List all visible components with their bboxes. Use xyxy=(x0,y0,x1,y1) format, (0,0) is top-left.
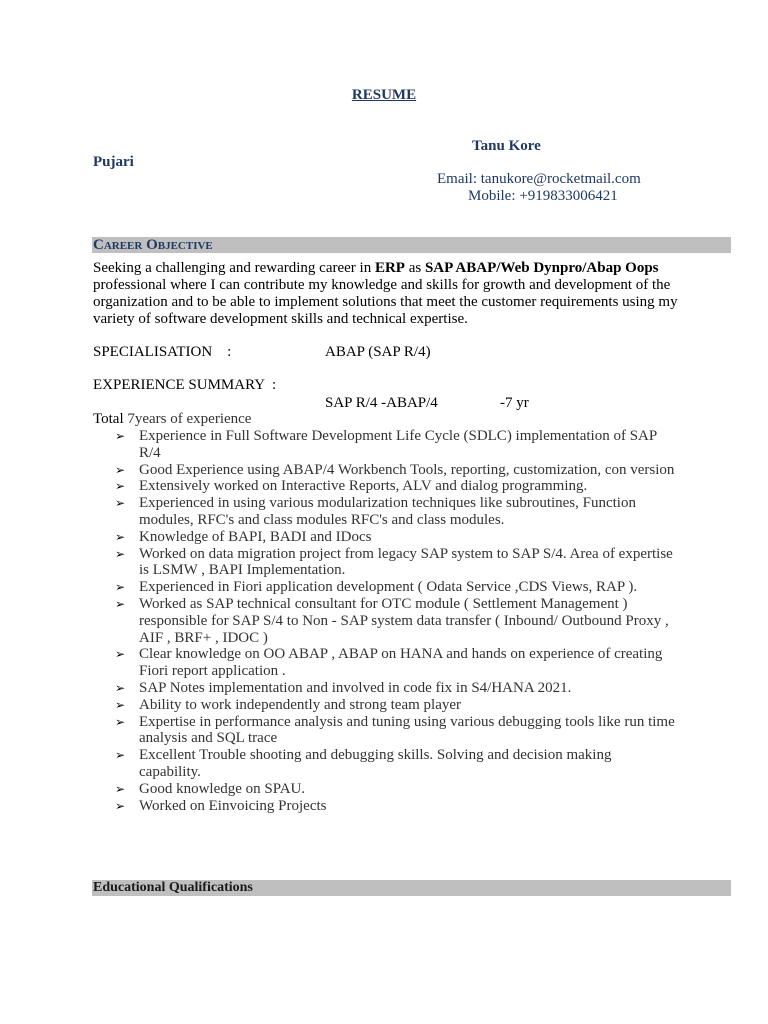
mobile-line: Mobile: +919833006421 xyxy=(468,188,618,204)
arrow-bullet-icon: ➢ xyxy=(115,529,126,544)
experience-years: -7 yr xyxy=(500,395,529,411)
total-experience xyxy=(93,411,251,428)
arrow-bullet-icon: ➢ xyxy=(115,781,126,796)
experience-summary-label: EXPERIENCE SUMMARY : xyxy=(93,377,277,393)
education-heading: Educational Qualifications xyxy=(92,880,731,896)
arrow-bullet-icon: ➢ xyxy=(115,429,126,443)
experience-bullet-list xyxy=(115,428,675,814)
objective-text-3: professional where I can contribute my knowledge and skills for growth and development of the organization and to be able to implement solutions that meet the customer requirements using my variety of software development skills and technical expertise. xyxy=(93,277,678,327)
name-last: Pujari xyxy=(93,154,134,170)
experience-bullet xyxy=(115,478,675,495)
bullet-text: Worked on data migration project from legacy SAP system to SAP S/4. Area of expertise is LSMW , BAPI Implementation. xyxy=(139,545,673,579)
bullet-text: Clear knowledge on OO ABAP , ABAP on HANA and hands on experience of creating Fiori report application . xyxy=(139,646,663,680)
name-first: Tanu Kore xyxy=(472,138,541,154)
bullet-text: Expertise in performance analysis and tuning using various debugging tools like run time analysis and SQL trace xyxy=(139,713,675,747)
experience-bullet xyxy=(115,781,675,798)
specialisation-label: SPECIALISATION : xyxy=(93,344,232,360)
experience-bullet xyxy=(115,646,675,680)
arrow-bullet-icon: ➢ xyxy=(115,462,126,477)
career-objective-text xyxy=(93,260,693,328)
experience-bullet xyxy=(115,462,675,479)
arrow-bullet-icon: ➢ xyxy=(115,479,126,494)
arrow-bullet-icon: ➢ xyxy=(115,798,126,813)
career-objective-heading: Career Objective xyxy=(92,237,731,253)
resume-title: RESUME xyxy=(351,87,417,103)
bullet-text: Experienced in using various modularization techniques like subroutines, Function modules, RFC's and class modules RFC's and class modules. xyxy=(139,495,636,528)
email-line: Email: tanukore@rocketmail.com xyxy=(437,171,641,187)
experience-bullet xyxy=(115,680,675,697)
arrow-bullet-icon: ➢ xyxy=(115,647,126,662)
arrow-bullet-icon: ➢ xyxy=(115,596,126,611)
arrow-bullet-icon: ➢ xyxy=(115,748,126,763)
objective-text-1: Seeking a challenging and rewarding career in xyxy=(93,260,375,276)
specialisation-value: ABAP (SAP R/4) xyxy=(325,344,431,360)
experience-bullet xyxy=(115,579,675,596)
experience-bullet xyxy=(115,428,675,462)
experience-role: SAP R/4 -ABAP/4 xyxy=(325,395,438,411)
objective-bold-sap: SAP ABAP/Web Dynpro/Abap Oops xyxy=(424,260,659,276)
arrow-bullet-icon: ➢ xyxy=(115,496,126,511)
arrow-bullet-icon: ➢ xyxy=(115,680,126,695)
arrow-bullet-icon: ➢ xyxy=(115,546,126,561)
experience-bullet xyxy=(115,714,675,748)
experience-bullet xyxy=(115,747,675,781)
arrow-bullet-icon: ➢ xyxy=(115,714,126,729)
objective-text-2: as xyxy=(404,260,425,276)
bullet-text: Experienced in Fiori application development ( Odata Service ,CDS Views, RAP ). xyxy=(139,579,638,596)
experience-bullet xyxy=(115,596,675,646)
arrow-bullet-icon: ➢ xyxy=(115,580,126,595)
experience-bullet xyxy=(115,495,675,529)
total-prefix: Total xyxy=(93,411,128,427)
bullet-text: SAP Notes implementation and involved in code fix in S4/HANA 2021. xyxy=(139,679,572,696)
bullet-text: Good Experience using ABAP/4 Workbench Tools, reporting, customization, con version xyxy=(139,461,675,478)
bullet-text: Worked as SAP technical consultant for OTC module ( Settlement Management ) responsible for SAP S/4 to Non - SAP system data transfer ( Inbound/ Outbound Proxy , AIF , BRF+ , IDOC ) xyxy=(139,595,669,646)
bullet-text: Ability to work independently and strong team player xyxy=(139,696,462,713)
bullet-text: Worked on Einvoicing Projects xyxy=(139,797,327,814)
experience-bullet xyxy=(115,529,675,546)
total-value: 7years of experience xyxy=(127,411,252,427)
experience-bullet xyxy=(115,697,675,714)
arrow-bullet-icon: ➢ xyxy=(115,697,126,712)
experience-bullet xyxy=(115,798,675,815)
experience-bullet xyxy=(115,546,675,580)
bullet-text: Extensively worked on Interactive Reports, ALV and dialog programming. xyxy=(139,478,588,495)
bullet-text: Experience in Full Software Development Life Cycle (SDLC) implementation of SAP R/4 xyxy=(139,428,657,461)
objective-bold-erp: ERP xyxy=(374,260,405,276)
bullet-text: Knowledge of BAPI, BADI and IDocs xyxy=(139,528,372,545)
bullet-text: Good knowledge on SPAU. xyxy=(139,780,306,797)
bullet-text: Excellent Trouble shooting and debugging skills. Solving and decision making capability. xyxy=(139,747,612,780)
